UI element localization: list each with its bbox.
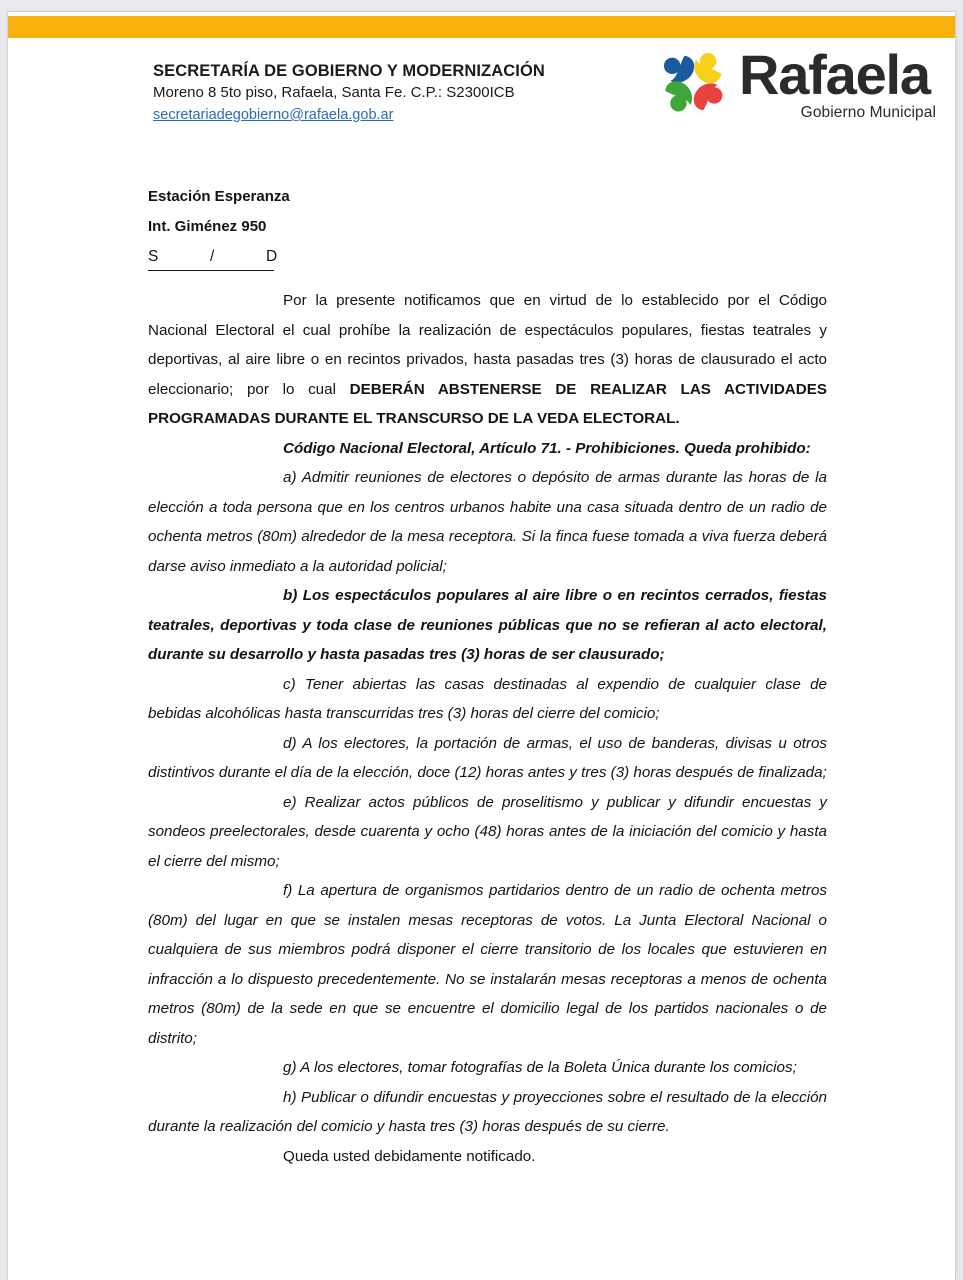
email-link[interactable]: secretariadegobierno@rafaela.gob.ar [153, 107, 394, 123]
accent-bar [8, 16, 955, 38]
intro-paragraph [148, 286, 827, 434]
letterhead [8, 38, 955, 150]
addressee-line-1: Estación Esperanza [148, 188, 290, 205]
prohibition-item-c: c) Tener abiertas las casas destinadas al expendio de cualquier clase de bebidas alcohólicas hasta transcurridas tres (3) horas del cierre del comicio; [148, 675, 827, 722]
rafaela-logo-mark-icon [653, 44, 735, 122]
salutation-sd-line: S / D [148, 245, 274, 271]
prohibition-item-e: e) Realizar actos públicos de proselitismo y publicar y difundir encuestas y sondeos preelectorales, desde cuarenta y ocho (48) horas antes de la iniciación del comicio y hasta el cierre del mismo; [148, 793, 827, 870]
addressee-block [148, 182, 955, 272]
logo-tagline: Gobierno Municipal [800, 104, 936, 121]
intro-bold-period: . [675, 410, 680, 427]
closing-statement: Queda usted debidamente notificado. [283, 1147, 536, 1165]
letterhead-text-block [153, 60, 623, 126]
prohibition-item-d: d) A los electores, la portación de armas, el uso de banderas, divisas u otros distintivos durante el día de la elección, doce (12) horas antes y tres (3) horas después de finalizada; [148, 734, 827, 781]
intro-bold-text: DEBERÁN ABSTENERSE DE REALIZAR LAS ACTIVIDADES PROGRAMADAS DURANTE EL TRANSCURSO DE LA VEDA ELECTORAL [148, 380, 827, 427]
intro-plain-text: Por la presente notificamos que en virtud de lo establecido por el Código Nacional Electoral el cual prohíbe la realización de espectáculos populares, fiestas teatrales y deportivas, al aire libre o en recintos privados, hasta pasadas tres (3) horas de clausurado el acto eleccionario; por lo cual [148, 292, 827, 398]
prohibition-item-f: f) La apertura de organismos partidarios dentro de un radio de ochenta metros (80m) del lugar en que se instalen mesas receptoras de votos. La Junta Electoral Nacional o cualquiera de sus miembros podrá disponer el cierre transitorio de los locales que estuvieren en infracción a lo dispuesto precedentemente. No se instalarán mesas receptoras a menos de ochenta metros (80m) de la sede en que se encuentre el domicilio legal de los partidos nacionales o de distrito; [148, 882, 827, 1047]
prohibition-item-h: h) Publicar o difundir encuestas y proyecciones sobre el resultado de la elección durante la realización del comicio y hasta tres (3) horas después de su cierre. [148, 1088, 827, 1135]
rafaela-logo [653, 42, 938, 137]
organization-address: Moreno 8 5to piso, Rafaela, Santa Fe. C.P.: S2300ICB [153, 84, 515, 101]
page-content [8, 38, 955, 1171]
prohibition-item-a: a) Admitir reuniones de electores o depósito de armas durante las horas de la elección a toda persona que en los centros urbanos habite una casa situada dentro de un radio de ochenta metros (80m) alrededor de la mesa receptora. Si la finca fuese tomada a viva fuerza deberá darse aviso inmediato a la autoridad policial; [148, 469, 827, 575]
prohibition-item-g: g) A los electores, tomar fotografías de la Boleta Única durante los comicios; [283, 1059, 797, 1076]
law-heading: Código Nacional Electoral, Artículo 71. - Prohibiciones. Queda prohibido: [283, 439, 811, 457]
addressee-line-2: Int. Giménez 950 [148, 218, 267, 235]
document-page [8, 12, 955, 1280]
organization-name: SECRETARÍA DE GOBIERNO Y MODERNIZACIÓN [153, 62, 545, 80]
prohibition-item-b: b) Los espectáculos populares al aire libre o en recintos cerrados, fiestas teatrales, deportivas y toda clase de reuniones públicas que no se refieran al acto electoral, durante su desarrollo y hasta pasadas tres (3) horas de ser clausurado; [148, 587, 827, 663]
document-body [148, 286, 827, 1171]
logo-wordmark: Rafaela [739, 43, 930, 106]
